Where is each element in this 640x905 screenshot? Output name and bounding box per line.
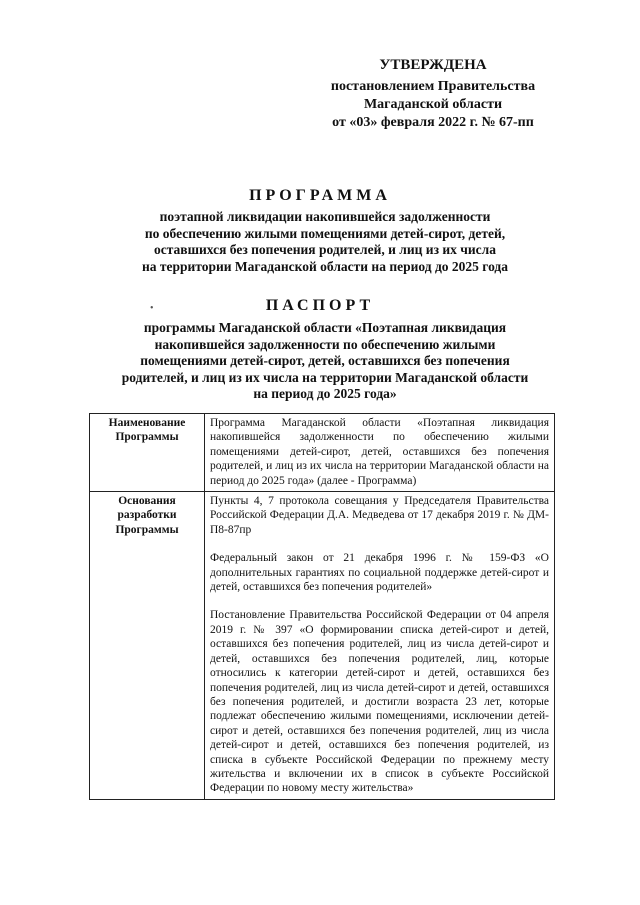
scan-speck: • [150,303,154,314]
program-subtitle [90,209,560,275]
row-label: Основания разработки Программы [90,492,205,800]
row-paragraph: Программа Магаданской области «Поэтапная ликвидация накопившейся задолженности по обеспечению жилыми помещениями детей-сирот, детей, оставшихся без попечения родителей, и лиц из их числа на территории Магаданской области на период до 2025 года» (далее - Программа) [210,417,549,487]
row-paragraph: Постановление Правительства Российской Федерации от 04 апреля 2019 г. № 397 «О формировании списка детей-сирот и детей, оставшихся без попечения родителей, лиц из числа детей-сирот и детей, оставшихся без попечения родителей, лиц, которые относились к категории детей-сирот и детей, оставшихся без попечения родителей, лиц из числа детей-сирот и детей, оставшихся без попечения родителей, и достигли возраста 23 лет, которые подлежат обеспечению жилыми помещениями, исключении детей-сирот и детей, оставшихся без попечения родителей, лиц из числа детей-сирот и детей, оставшихся без попечения родителей, из списка в субъекте Российской Федерации по прежнему месту жительства и включении их в список в субъекте Российской Федерации по новому месту жительства» [210,609,549,795]
approval-line-2: Магаданской области [363,97,503,112]
passport-table [89,413,555,800]
program-subtitle-line: на территории Магаданской области на период до 2025 года [141,258,509,274]
program-subtitle-line: поэтапной ликвидации накопившейся задолженности [159,209,491,224]
row-value [205,414,555,492]
row-value [205,492,555,800]
approval-block [318,56,548,132]
approval-line-1: постановлением Правительства [330,79,536,94]
passport-subtitle-line: родителей, и лиц из их числа на территории Магаданской области [121,369,529,385]
approval-heading: УТВЕРЖДЕНА [379,57,487,73]
approval-line-3: от «03» февраля 2022 г. № 67-пп [332,115,534,130]
passport-title: ПАСПОРТ [265,297,375,314]
passport-subtitle [70,320,580,403]
row-label: Наименование Программы [90,414,205,492]
passport-subtitle-line: накопившейся задолженности по обеспечению жилыми [154,336,496,352]
row-paragraph: Федеральный закон от 21 декабря 1996 г. № 159-ФЗ «О дополнительных гарантиях по социальной поддержке детей-сирот и детей, оставшихся без попечения родителей» [210,552,549,594]
program-subtitle-line: по обеспечению жилыми помещениями детей-сирот, детей, [144,225,506,241]
table-row [90,414,555,492]
passport-subtitle-line: на период до 2025 года» [253,386,397,401]
passport-subtitle-line: помещениями детей-сирот, детей, оставшихся без попечения [140,353,510,368]
table-row [90,492,555,800]
row-paragraph: Пункты 4, 7 протокола совещания у Председателя Правительства Российской Федерации Д.А. Медведева от 17 декабря 2019 г. № ДМ-П8-87пр [210,495,549,536]
program-subtitle-line: оставшихся без попечения родителей, и лиц из их числа [154,242,496,257]
program-title: ПРОГРАММА [249,187,391,204]
passport-subtitle-line: программы Магаданской области «Поэтапная ликвидация [143,320,507,335]
